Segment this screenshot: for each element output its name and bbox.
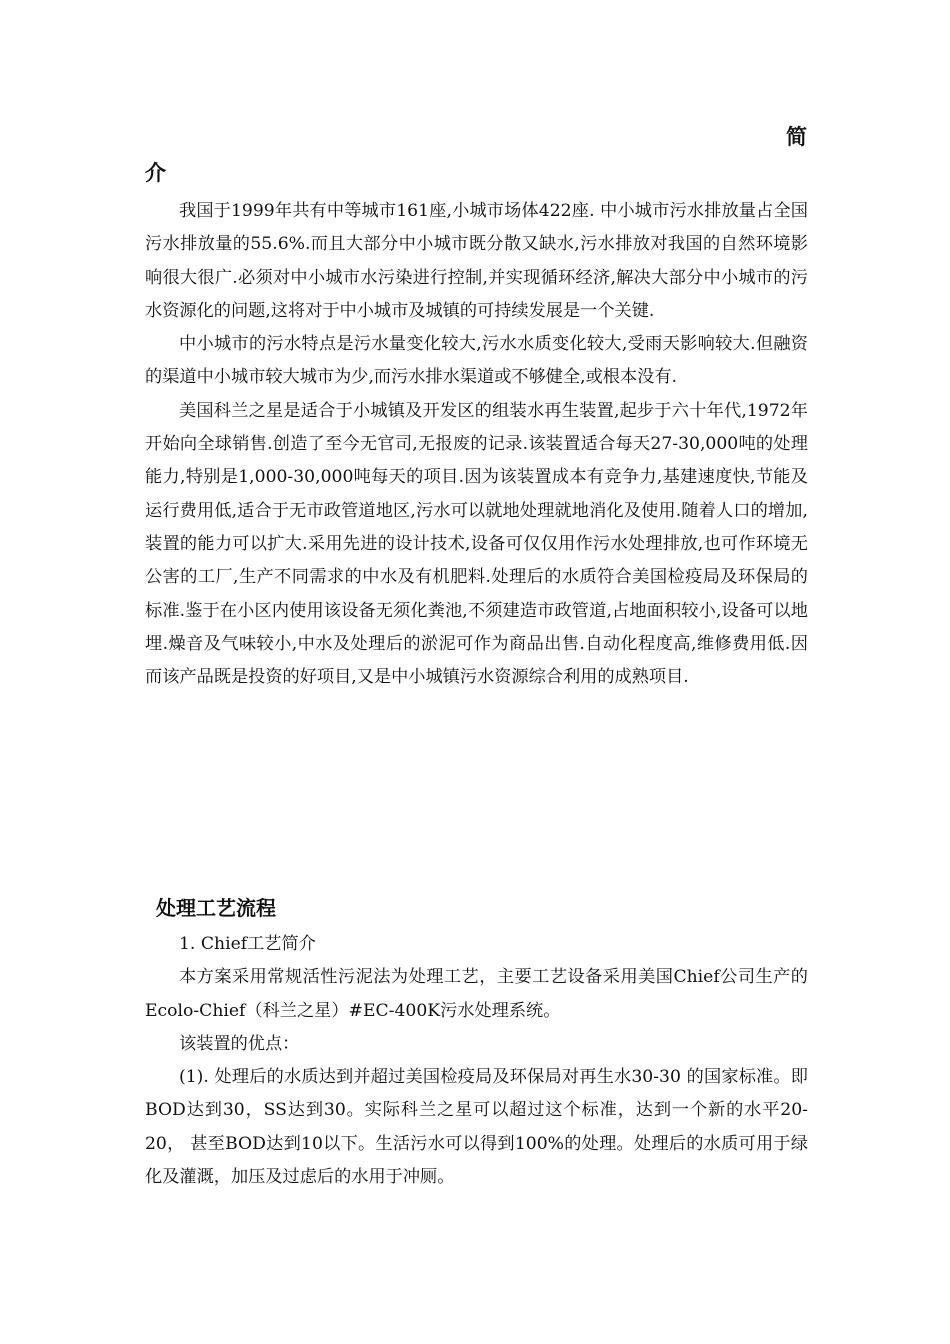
intro-paragraph-3: 美国科兰之星是适合于小城镇及开发区的组装水再生装置,起步于六十年代,1972年开始向全球销售.创造了至今无官司,无报废的记录.该装置适合每天27-30,000吨的处理能力,特别是1,000-30,000吨每天的项目.因为该装置成本有竞争力,基建速度快,节能及运行费用低,适合于无市政管道地区,污水可以就地处理就地消化及使用.随着人口的增加,装置的能力可以扩大.采用先进的设计技术,设备可仅仅用作污水处理排放,也可作环境无公害的工厂,生产不同需求的中水及有机肥料.处理后的水质符合美国检疫局及环保局的标准.鉴于在小区内使用该设备无须化粪池,不须建造市政管道,占地面积较小,设备可以地埋.燥音及气味较小,中水及处理后的淤泥可作为商品出售.自动化程度高,维修费用低.因而该产品既是投资的好项目,又是中小城镇污水资源综合利用的成熟项目. (145, 400, 808, 688)
section-body (145, 928, 808, 1194)
section-item-1: 1. Chief工艺简介 (179, 934, 316, 954)
section-heading: 处理工艺流程 (156, 896, 276, 920)
advantages-label: 该装置的优点： (179, 1033, 300, 1054)
section-paragraph-1: 本方案采用常规活性污泥法为处理工艺，主要工艺设备采用美国Chief公司生产的Ecolo-Chief（科兰之星）#EC-400K污水处理系统。 (145, 967, 808, 1021)
title-char-1: 简 (786, 125, 807, 149)
intro-paragraph-1: 我国于1999年共有中等城市161座,小城市场体422座. 中小城市污水排放量占全国污水排放量的55.6%.而且大部分中小城市既分散又缺水,污水排放对我国的自然环境影响很大很广.必须对中小城市水污染进行控制,并实现循环经济,解决大部分中小城市的污水资源化的问题,这将对于中小城市及城镇的可持续发展是一个关键. (145, 201, 808, 321)
intro-paragraph-2: 中小城市的污水特点是污水量变化较大,污水水质变化较大,受雨天影响较大.但融资的渠道中小城市较大城市为少,而污水排水渠道或不够健全,或根本没有. (145, 334, 808, 388)
intro-block (145, 195, 808, 694)
title-char-2: 介 (145, 161, 166, 185)
advantage-1: (1). 处理后的水质达到并超过美国检疫局及环保局对再生水30-30 的国家标准。即BOD达到30，SS达到30。实际科兰之星可以超过这个标准，达到一个新的水平20-20， 甚至BOD达到10以下。生活污水可以得到100%的处理。处理后的水质可用于绿化及灌溉，加压及过虑后的水用于冲厕。 (145, 1067, 808, 1188)
